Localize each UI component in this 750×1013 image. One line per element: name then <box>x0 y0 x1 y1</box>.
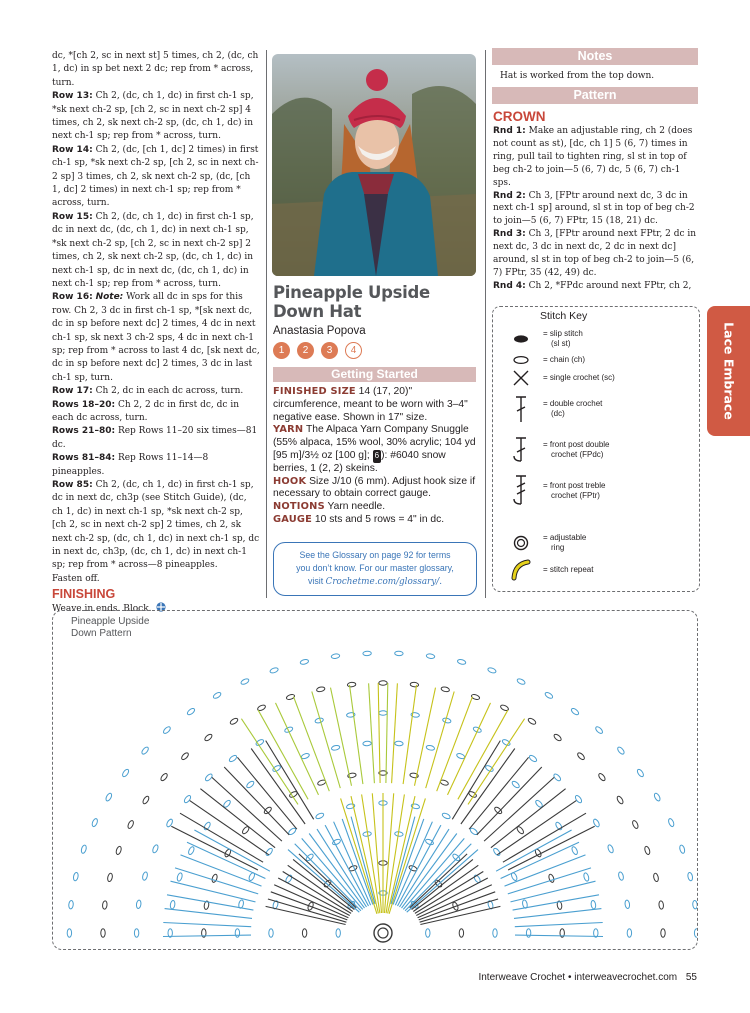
chain-stitch <box>659 901 664 910</box>
double-crochet-stitch <box>171 881 256 902</box>
getting-started-details <box>273 386 478 527</box>
chain-stitch <box>186 707 195 716</box>
chain-stitch <box>487 667 496 674</box>
double-crochet-stitch <box>426 692 455 789</box>
chain-stitch <box>134 929 138 937</box>
instruction-line: Fasten off. <box>52 573 100 584</box>
chain-stitch <box>240 678 249 686</box>
chain-stitch <box>636 768 644 777</box>
chain-stitch <box>142 795 150 804</box>
chain-stitch <box>694 929 698 937</box>
chain-stitch <box>336 929 340 937</box>
stitch-diagram <box>52 610 698 950</box>
chain-stitch <box>180 752 189 761</box>
double-crochet-stitch <box>448 703 491 795</box>
chain-stitch <box>101 929 105 937</box>
double-crochet-stitch <box>415 688 436 786</box>
designer-name: Anastasia Popova <box>273 325 366 337</box>
chain-stitch <box>204 733 213 742</box>
double-crochet-stitch <box>294 697 330 792</box>
gauge: GAUGE 10 sts and 5 rows = 4" in dc. <box>273 513 445 525</box>
adjustable-ring-inner <box>378 928 388 938</box>
chain-stitch <box>73 872 79 881</box>
yarn-weight-icon: 6 <box>373 450 381 463</box>
skill-level-2: 2 <box>297 342 314 359</box>
chain-stitch <box>379 711 387 715</box>
double-crochet-stitch <box>331 688 352 786</box>
double-crochet-stitch <box>171 826 258 870</box>
column-divider <box>266 50 267 598</box>
getting-started-heading: Getting Started <box>273 367 476 382</box>
chain-stitch <box>653 792 661 801</box>
double-crochet-stitch <box>515 923 603 927</box>
double-crochet-stitch <box>497 801 576 855</box>
magazine-name: Interweave Crochet <box>478 972 566 983</box>
instruction-line: dc, *[ch 2, sc in next st] 5 times, ch 2, (dc, ch 1, dc) in sp bet next 2 dc; rep from * across, turn. <box>52 51 259 88</box>
chain-stitch <box>183 794 192 803</box>
instructions-column <box>52 50 260 617</box>
slip-stitch-icon <box>507 333 535 345</box>
chain-stitch <box>511 780 520 789</box>
stitch-key-item: = chain (ch) <box>543 355 585 365</box>
double-crochet-stitch <box>378 683 380 783</box>
double-crochet-stitch <box>513 895 599 910</box>
double-crochet-stitch <box>165 909 252 919</box>
double-crochet-stitch <box>251 749 305 825</box>
chain-stitch <box>571 846 579 855</box>
chain-stitch <box>102 901 107 910</box>
chain-stitch <box>410 682 419 687</box>
double-crochet-stitch <box>420 899 499 922</box>
chain-stitch <box>591 900 597 909</box>
chain-stitch <box>302 929 306 937</box>
chain-stitch <box>426 745 435 751</box>
double-crochet-stitch <box>392 683 398 783</box>
skill-level-3: 3 <box>321 342 338 359</box>
chain-stitch <box>331 653 340 659</box>
chain-stitch <box>441 812 450 820</box>
chain-stitch <box>160 772 169 781</box>
double-crochet-stitch <box>163 923 251 927</box>
double-crochet-stitch <box>312 692 341 789</box>
chain-stitch <box>263 806 272 815</box>
chain-stitch <box>315 812 324 820</box>
chain-stitch <box>229 717 238 725</box>
chain-stitch <box>107 873 113 882</box>
chain-stitch <box>598 772 607 781</box>
double-crochet-stitch <box>276 703 319 795</box>
chain-stitch <box>544 691 553 699</box>
stitch-repeat-icon <box>507 559 535 581</box>
chain-stitch <box>127 820 135 829</box>
yarn: YARN The Alpaca Yarn Company Snuggle (55% alpaca, 15% wool, 30% acrylic; 104 yd [95 m]/3½ oz [100 g]; 6 ): #6040 snow berries, 1 (2, 2) skeins. <box>273 424 476 474</box>
instruction-line: Row 16: Note: Work all dc in sps for this row. Ch 2, 3 dc in first ch-1 sp, *[sk next dc, dc in sp before next dc] 2 times, 4 dc in next ch-1 sp, sk next 3 ch-2 sps, 4 dc in next ch-1 sp; rep from * across to last 4 dc, [sk next dc, dc in sp before next dc] 2 times, 3 dc in last ch-1 sp, turn. <box>52 292 260 383</box>
chain-stitch <box>212 691 221 699</box>
chain-stitch <box>668 818 675 827</box>
glossary-note <box>273 542 477 596</box>
section-tab: Lace Embrace <box>707 306 750 436</box>
chain-stitch <box>595 726 604 735</box>
instruction-line: Rows 18–20: Ch 2, 2 dc in first dc, dc in each dc across, turn. <box>52 399 239 423</box>
chain-stitch <box>331 745 340 751</box>
chain-stitch <box>347 682 356 687</box>
chain-stitch <box>246 780 255 789</box>
double-crochet-stitch <box>403 685 416 784</box>
chain-stitch <box>80 845 87 854</box>
pattern-title: Pineapple Upside Down Hat <box>273 283 430 321</box>
stitch-key-item: = double crochet (dc) <box>543 399 602 419</box>
double-crochet-stitch <box>511 881 596 902</box>
skill-level-1: 1 <box>273 342 290 359</box>
double-crochet-stitch <box>237 757 297 829</box>
double-crochet-stitch <box>386 683 388 783</box>
chain-stitch <box>494 806 503 815</box>
chain-stitch <box>68 900 73 909</box>
chain-stitch <box>395 741 404 746</box>
double-crochet-stitch <box>515 935 603 936</box>
chain-stitch <box>625 900 631 909</box>
chain-stitch <box>574 794 583 803</box>
single-crochet-icon <box>507 369 535 387</box>
column-divider <box>485 50 486 598</box>
chain-stitch <box>67 929 71 937</box>
page-footer <box>0 972 697 983</box>
chain-stitch <box>152 844 159 853</box>
model-photo <box>272 54 476 276</box>
double-crochet-stitch <box>469 757 528 829</box>
chain-stitch <box>105 792 113 801</box>
chain-stitch <box>141 746 150 755</box>
adjustable-ring <box>374 924 392 942</box>
stitch-key-item: = front post double crochet (FPdc) <box>543 440 610 460</box>
round-instructions <box>493 125 701 293</box>
chain-stitch <box>653 873 659 882</box>
chain-stitch <box>631 820 639 829</box>
notes-text: Hat is worked from the top down. <box>500 71 655 81</box>
double-crochet-stitch <box>514 909 601 919</box>
finishing-text: Weave in ends. Block. <box>52 602 260 616</box>
chain-stitch <box>142 871 148 880</box>
pattern-heading: Pattern <box>492 87 698 104</box>
double-crochet-stitch <box>369 683 375 783</box>
round-line: Rnd 4: Ch 2, *FPdc around next FPtr, ch 2, <box>493 280 692 291</box>
chain-stitch <box>583 872 590 881</box>
stitch-key-item: = front post treble crochet (FPtr) <box>543 481 605 501</box>
glossary-line: See the Glossary on page 92 for terms <box>299 550 451 560</box>
finishing-heading: FINISHING <box>52 587 116 602</box>
chain-stitch <box>363 651 372 656</box>
chain-stitch <box>553 733 562 742</box>
diagram-label: Pineapple Upside Down Pattern <box>71 616 150 639</box>
double-crochet-stitch <box>350 685 363 784</box>
chain-stitch <box>426 653 435 659</box>
front-post-double-crochet-icon <box>507 435 535 465</box>
crown-heading: CROWN <box>493 109 546 124</box>
double-crochet-icon <box>507 394 535 424</box>
chain-stitch <box>379 681 387 685</box>
glossary-line: you don’t know. For our master glossary, <box>296 563 454 573</box>
chain-stitch <box>316 686 325 692</box>
double-crochet-stitch <box>503 813 586 862</box>
chain-stitch <box>265 847 274 856</box>
glossary-line: visit Crochetme.com/glossary/. <box>308 576 442 587</box>
chain-stitch <box>441 686 450 692</box>
chain-stitch <box>457 659 466 665</box>
instruction-line: Row 15: Ch 2, (dc, ch 1, dc) in first ch-1 sp, dc in next dc, (dc, ch 1, dc) in next ch-1 sp, *sk next ch-2 sp, [ch 2, sc in next ch-2 sp] 2 times, ch 2, sk next ch-2 sp, (dc, ch 1, dc) in next ch-1 sp, dc in next dc, (dc, ch 1, dc) in next ch-1 sp; rep from * across, turn. <box>52 211 254 289</box>
front-post-treble-crochet-icon <box>507 473 535 509</box>
footer-bullet: • <box>567 972 572 983</box>
stitch-key <box>492 306 700 592</box>
double-crochet-stitch <box>508 826 595 870</box>
chain-stitch <box>576 752 585 761</box>
chain-stitch <box>661 929 665 937</box>
chain-stitch <box>136 900 142 909</box>
round-line: Rnd 1: Make an adjustable ring, ch 2 (does not count as st), [dc, ch 1] 5 (6, 7) times in ring, pull tail to tighten ring, sl st in top of beg ch-2 to join—5 (6, 7) dc, 5 (6, 7) ch-1 sps. <box>493 126 693 188</box>
chain-stitch <box>269 667 278 674</box>
chain-stitch <box>187 846 195 855</box>
chain-stitch <box>644 846 651 855</box>
chain-stitch <box>493 929 497 937</box>
instruction-line: Row 85: Ch 2, (dc, ch 1, dc) in first ch-1 sp, dc in next dc, ch3p (see Stitch Guide), (dc, ch 1, dc) in next ch-1 sp, *sk next ch-2 sp, [ch 2, sc in next ch-2 sp] 2 times, ch 2, sk next ch-2 sp, (dc, ch 1, dc) in next ch-1 sp, dc in next dc, ch3p, (dc, ch 1, dc) in next ch-1 sp; rep from * across—8 pineapples. <box>52 480 260 571</box>
stitch-chart <box>53 611 698 950</box>
chain-stitch <box>627 929 631 937</box>
chain-stitch <box>687 872 693 881</box>
adjustable-ring-icon <box>507 534 535 552</box>
double-crochet-stitch <box>437 697 473 792</box>
notions: NOTIONS Yarn needle. <box>273 501 386 513</box>
stitch-key-item: = single crochet (sc) <box>543 373 615 383</box>
skill-level <box>273 342 362 359</box>
stitch-key-item: = adjustable ring <box>543 533 586 553</box>
double-crochet-stitch <box>175 868 258 894</box>
chain-stitch <box>618 871 624 880</box>
skill-level-4: 4 <box>345 342 362 359</box>
double-crochet-stitch <box>452 741 500 820</box>
chain-stitch <box>395 651 404 656</box>
chain-stitch <box>162 726 171 735</box>
chain-stitch <box>121 768 129 777</box>
chain-stitch <box>616 746 625 755</box>
chain-stitch <box>426 929 430 937</box>
double-crochet-stitch <box>508 868 591 894</box>
notes-heading: Notes <box>492 48 698 65</box>
hook: HOOK Size J/10 (6 mm). Adjust hook size if necessary to obtain correct gauge. <box>273 475 476 500</box>
chain-stitch <box>363 741 372 746</box>
chain-stitch <box>115 846 122 855</box>
instruction-line: Row 13: Ch 2, (dc, ch 1, dc) in first ch-1 sp, *sk next ch-2 sp, [ch 2, sc in next ch-2 sp] 4 times, ch 2, sk next ch-2 sp, (dc, ch 1, dc) in next ch-1 sp; rep from * across, turn. <box>52 91 254 142</box>
double-crochet-stitch <box>268 899 347 922</box>
double-crochet-stitch <box>163 935 251 936</box>
glossary-link[interactable]: Crochetme.com/glossary/. <box>325 577 442 587</box>
chain-stitch <box>459 929 463 937</box>
instruction-line: Row 17: Ch 2, dc in each dc across, turn. <box>52 386 244 397</box>
stitch-key-title: Stitch Key <box>540 310 588 322</box>
chain-stitch <box>607 844 614 853</box>
chain-stitch <box>526 929 530 937</box>
chain-icon <box>507 354 535 366</box>
chain-stitch <box>235 929 239 937</box>
chain-stitch <box>528 754 537 763</box>
chain-stitch <box>692 900 697 909</box>
footer-site[interactable]: interweavecrochet.com <box>574 972 678 983</box>
chain-stitch <box>269 929 273 937</box>
finished-size: FINISHED SIZE 14 (17, 20)" circumference, meant to be worn with 3–4" negative ease. Shown in 17" size. <box>273 386 468 423</box>
double-crochet-stitch <box>461 749 515 825</box>
instruction-line: Rows 81–84: Rep Rows 11–14—8 pineapples. <box>52 453 209 477</box>
chain-stitch <box>91 818 98 827</box>
round-line: Rnd 3: Ch 3, [FPtr around next FPtr, 2 dc in next dc, 3 dc in next dc, 2 dc in next dc] around, sl st in top of beg ch-2 to join—5 (6, 7) FPtr, 35 (42, 49) dc. <box>493 229 697 278</box>
double-crochet-stitch <box>283 872 351 914</box>
chain-stitch <box>570 707 579 716</box>
chain-stitch <box>492 847 501 856</box>
stitch-key-item: = slip stitch (sl st) <box>543 329 583 349</box>
stitch-key-item: = stitch repeat <box>543 565 593 575</box>
instruction-line: Row 14: Ch 2, (dc, [ch 1, dc] 2 times) in first ch-1 sp, *sk next ch-2 sp, [ch 2, sc in next ch-2 sp] 3 times, ch 2, sk next ch-2 sp, (dc, [ch 1, dc] 2 times) in next ch-1 sp; rep from * across, turn. <box>52 144 259 209</box>
double-crochet-stitch <box>266 741 314 820</box>
chain-stitch <box>170 900 176 909</box>
chain-stitch <box>527 717 536 725</box>
double-crochet-stitch <box>167 895 253 910</box>
chain-stitch <box>679 845 686 854</box>
instruction-line: Rows 21–80: Rep Rows 11–20 six times—81 dc. <box>52 426 258 450</box>
chain-stitch <box>300 659 309 665</box>
page-number: 55 <box>685 972 697 983</box>
double-crochet-stitch <box>415 872 483 914</box>
round-line: Rnd 2: Ch 3, [FPtr around next dc, 3 dc in next ch-1 sp] around, sl st in top of beg ch-2 to join—5 (6, 7) FPtr, 15 (18, 21) dc. <box>493 190 695 227</box>
chain-stitch <box>616 795 624 804</box>
double-crochet-stitch <box>190 801 269 855</box>
double-crochet-stitch <box>180 813 263 862</box>
chain-stitch <box>516 678 525 686</box>
chain-stitch <box>228 754 237 763</box>
chain-stitch <box>176 872 183 881</box>
